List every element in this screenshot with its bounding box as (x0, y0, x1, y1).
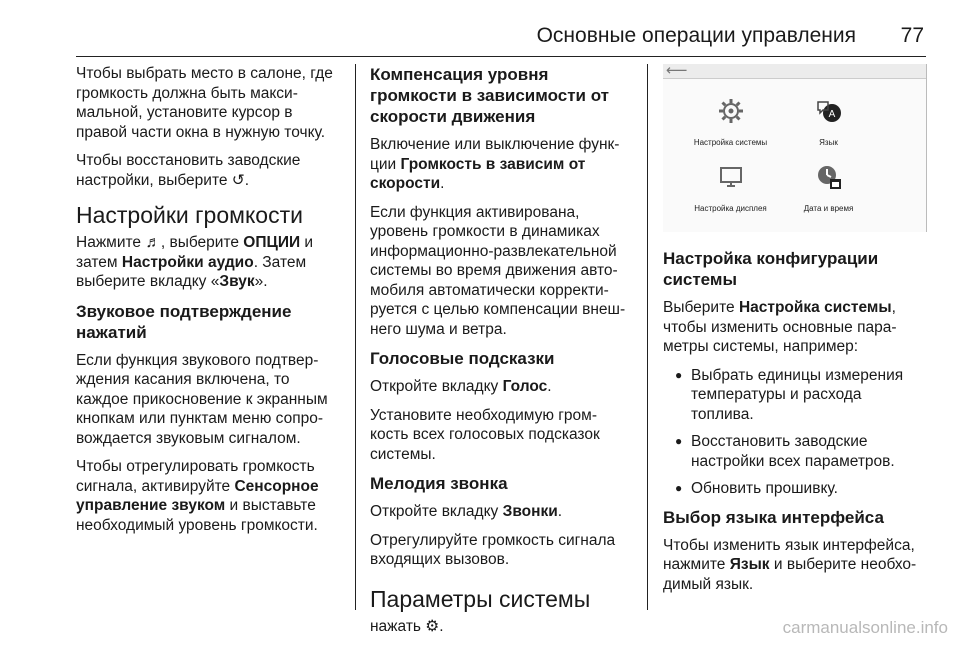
heading-system-config: Настройка конфигурации системы (663, 249, 879, 289)
column-left (76, 64, 344, 544)
config-options-list (663, 366, 928, 499)
tile-label: Язык (819, 138, 838, 147)
page-header (76, 22, 926, 57)
paragraph-ringtone-volume: Отрегулируйте громкость сигнала входящих вызовов. (370, 531, 616, 568)
tile-system-settings[interactable] (683, 96, 778, 151)
list-item: ● Восстановить заводские настройки всех параметров. (663, 432, 928, 471)
heading-touch-sound: Звуковое подтверждение нажатий (76, 301, 292, 342)
tile-date-time[interactable] (781, 162, 876, 217)
column-right (663, 64, 928, 603)
paragraph-voice-volume: Установите необходимую гром-кость всех голосовых подсказок системы. (370, 406, 600, 463)
paragraph-reset: Чтобы восстановить заводские настройки, выберите ↺. (76, 152, 301, 189)
paragraph-voice-tab: Откройте вкладку Голос. (370, 378, 552, 395)
tile-language[interactable] (781, 96, 876, 151)
screen-top-bar (663, 64, 926, 79)
list-item: ● Обновить прошивку. (663, 479, 928, 499)
display-icon (716, 162, 746, 192)
gear-icon (716, 96, 746, 126)
paragraph-touch-volume: Чтобы отрегулировать громкость сигнала, активируйте Сенсорное управление звуком и выставьте необходимый уровень громкости. (76, 458, 319, 534)
tile-label: Настройка дисплея (694, 204, 767, 213)
column-divider-1 (355, 64, 356, 610)
language-icon (814, 96, 844, 126)
paragraph-volume-instructions: Нажмите ♬, выберите ОПЦИИ и затем Настройки аудио. Затем выберите вкладку «Звук». (76, 234, 314, 290)
heading-volume-settings: Настройки громкости (76, 202, 303, 228)
list-item: ● Выбрать единицы измерения температуры и расхода топлива. (663, 366, 928, 425)
paragraph-touch-sound: Если функция звукового подтвер-ждения касания включена, то каждое прикосновение к экранным кнопкам или пунктам меню сопро-вождается звуковым сигналом. (76, 351, 328, 447)
tile-display-settings[interactable] (683, 162, 778, 217)
column-middle (370, 64, 632, 645)
settings-screen-illustration (663, 64, 927, 232)
tile-label: Настройка системы (693, 138, 768, 147)
heading-system-settings: Параметры системы (370, 585, 591, 612)
column-divider-2 (647, 64, 648, 610)
paragraph-speed-description: Если функция активирована, уровень громкости в динамиках информационно-развлекательной системы во время движения авто-мобиля автоматически корректи-руется с целью компенсации внеш-него шума и ветра. (370, 203, 626, 338)
watermark: carmanualsonline.info (782, 618, 948, 637)
clock-icon (814, 162, 844, 192)
svg-text:A: A (828, 109, 835, 120)
paragraph-seat-position: Чтобы выбрать место в салоне, где громкость должна быть макси-мальной, установите курсор в правой части окна в нужную точку. (76, 65, 333, 141)
heading-speed-compensation: Компенсация уровня громкости в зависимости от скорости движения (370, 65, 610, 126)
paragraph-language-select: Чтобы изменить язык интерфейса, нажмите Язык и выберите необхо-димый язык. (663, 536, 917, 593)
paragraph-system-config: Выберите Настройка системы, чтобы изменить основные пара-метры системы, например: (663, 299, 897, 355)
back-arrow-icon[interactable]: ⟵ (666, 62, 688, 79)
paragraph-ringtone-tab: Откройте вкладку Звонки. (370, 503, 563, 520)
page-number: 77 (900, 24, 924, 47)
paragraph-speed-toggle: Включение или выключение функ-ции Громкость в зависим от скорости. (370, 136, 620, 192)
heading-voice-prompts: Голосовые подсказки (370, 349, 555, 368)
paragraph-system-press: нажать ⚙. (370, 617, 444, 635)
heading-language-select: Выбор языка интерфейса (663, 507, 884, 527)
heading-ringtone: Мелодия звонка (370, 474, 508, 493)
page-title: Основные операции управления (536, 24, 856, 47)
tile-label: Дата и время (803, 204, 854, 213)
